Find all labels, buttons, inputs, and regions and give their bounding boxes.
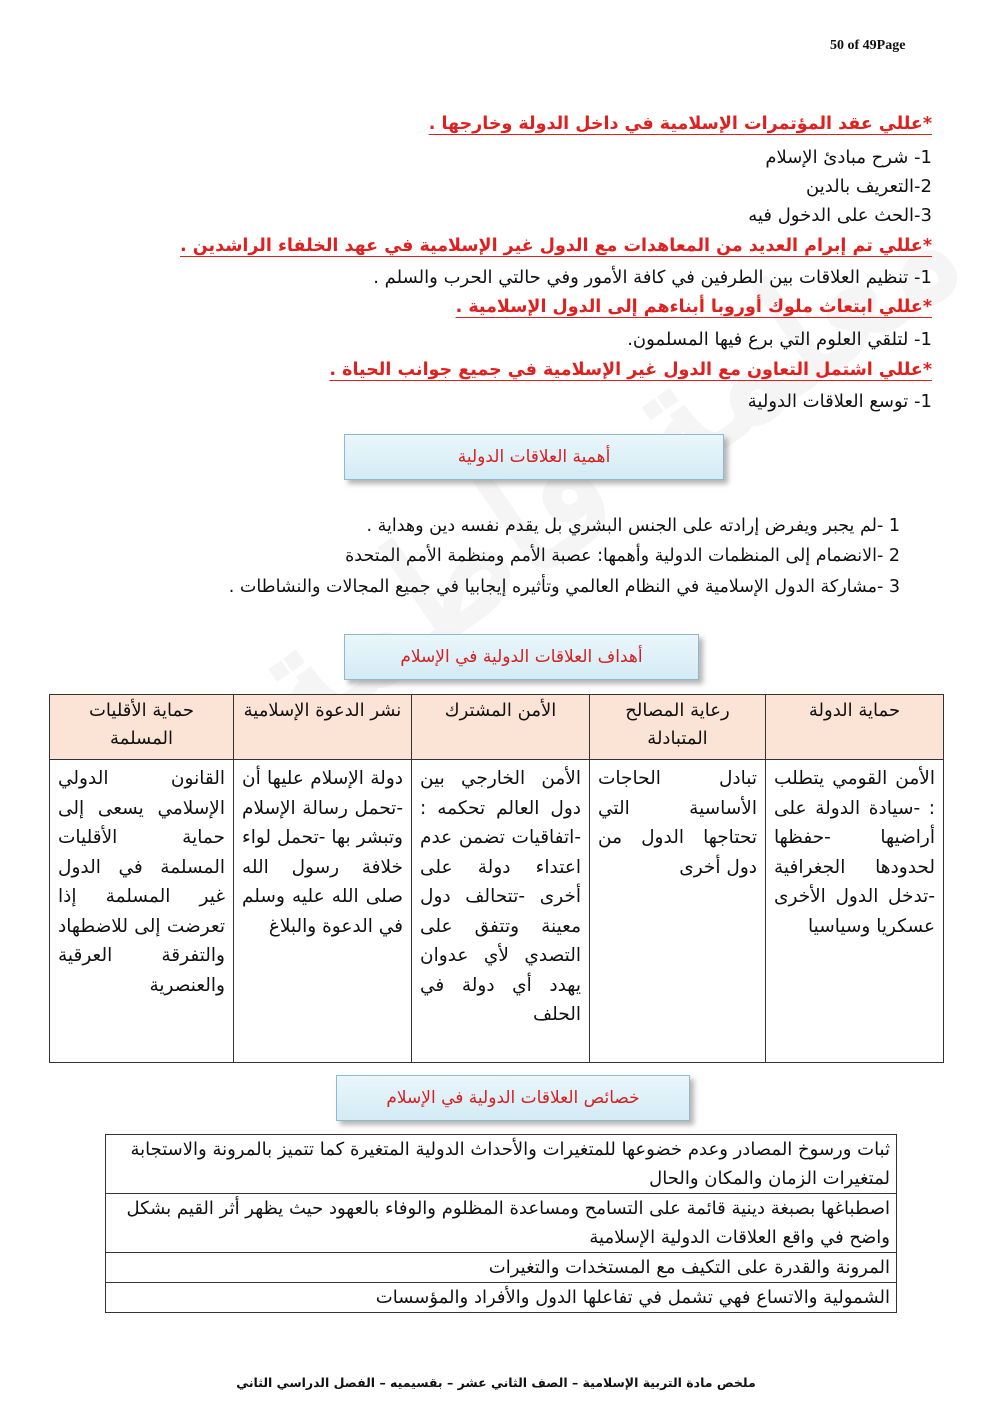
features-table [105, 1134, 897, 1313]
importance-item-1: 1 -لم يجبر ويفرض إرادته على الجنس البشري بل يقدم نفسه دين وهداية . [366, 516, 900, 536]
goals-header-cell: نشر الدعوة الإسلامية [234, 695, 412, 760]
importance-title: أهمية العلاقات الدولية [457, 447, 611, 467]
features-cell: ثبات ورسوخ المصادر وعدم خضوعها للمتغيرات والأحداث الدولية المتغيرة كما تتميز بالمرونة والاستجابة لمتغيرات الزمان والمكان والحال [106, 1135, 897, 1194]
goals-header-row [50, 695, 944, 760]
goals-body-row [50, 760, 944, 1063]
goals-table [49, 694, 944, 1063]
features-cell: المرونة والقدرة على التكيف مع المستخدات والتغيرات [106, 1253, 897, 1283]
features-row [106, 1194, 897, 1253]
reason-question-2: *عللي تم إبرام العديد من المعاهدات مع الدول غير الإسلامية في عهد الخلفاء الراشدين . [180, 236, 932, 256]
reason-question-1: *عللي عقد المؤتمرات الإسلامية في داخل الدولة وخارجها . [428, 114, 932, 134]
reason-answer-2-1: 1- تنظيم العلاقات بين الطرفين في كافة الأمور وفي حالتي الحرب والسلم . [373, 267, 932, 288]
goals-header-cell: حماية الأقليات المسلمة [50, 695, 234, 760]
features-row [106, 1135, 897, 1194]
importance-item-3: 3 -مشاركة الدول الإسلامية في النظام العالمي وتأثيره إيجابيا في جميع المجالات والنشاطات . [228, 577, 900, 597]
page-footer: ملخص مادة التربية الإسلامية – الصف الثاني عشر – بقسيميه – الفصل الدراسي الثاني [236, 1375, 756, 1390]
goals-title: أهداف العلاقات الدولية في الإسلام [400, 647, 643, 667]
features-title: خصائص العلاقات الدولية في الإسلام [386, 1088, 640, 1108]
reason-question-3: *عللي ابتعاث ملوك أوروبا أبناءهم إلى الدول الإسلامية . [455, 297, 932, 317]
goals-body-cell: دولة الإسلام عليها أن -تحمل رسالة الإسلام وتبشر بها -تحمل لواء خلافة رسول الله صلى الله عليه وسلم في الدعوة والبلاغ [234, 760, 412, 1063]
features-cell: اصطباغها بصبغة دينية قائمة على التسامح ومساعدة المظلوم والوفاء بالعهود حيث يظهر أثر القيم بشكل واضح في واقع العلاقات الدولية الإسلامية [106, 1194, 897, 1253]
reason-answer-1-3: 3-الحث على الدخول فيه [748, 205, 932, 226]
goals-body-cell: الأمن الخارجي بين دول العالم تحكمه : -اتفاقيات تضمن عدم اعتداء دولة على أخرى -تتحالف دول معينة وتتفق على التصدي لأي عدوان يهدد أي دولة في الحلف [412, 760, 590, 1063]
features-row [106, 1283, 897, 1313]
reason-answer-4-1: 1- توسع العلاقات الدولية [747, 391, 932, 412]
importance-title-box [344, 434, 724, 480]
features-cell: الشمولية والاتساع فهي تشمل في تفاعلها الدول والأفراد والمؤسسات [106, 1283, 897, 1313]
page-number: 50 of 49Page [830, 38, 906, 53]
reason-answer-1-1: 1- شرح مبادئ الإسلام [765, 147, 932, 168]
goals-body-cell: الأمن القومي يتطلب : -سيادة الدولة على أراضيها -حفظها لحدودها الجغرافية -تدخل الدول الأخرى عسكريا وسياسيا [766, 760, 944, 1063]
goals-body-cell: القانون الدولي الإسلامي يسعى إلى حماية الأقليات المسلمة في الدول غير المسلمة إذا تعرضت إلى للاضطهاد والتفرقة العرقية والعنصرية [50, 760, 234, 1063]
importance-item-2: 2 -الانضمام إلى المنظمات الدولية وأهمها: عصبة الأمم ومنظمة الأمم المتحدة [345, 546, 900, 566]
reason-answer-1-2: 2-التعريف بالدين [806, 176, 932, 197]
features-row [106, 1253, 897, 1283]
goals-header-cell: الأمن المشترك [412, 695, 590, 760]
reason-question-4: *عللي اشتمل التعاون مع الدول غير الإسلامية في جميع جوانب الحياة . [329, 360, 932, 380]
goals-header-cell: رعاية المصالح المتبادلة [590, 695, 766, 760]
goals-header-cell: حماية الدولة [766, 695, 944, 760]
reason-answer-3-1: 1- لتلقي العلوم التي برع فيها المسلمون. [627, 329, 932, 350]
goals-title-box [344, 634, 699, 680]
goals-body-cell: تبادل الحاجات الأساسية التي تحتاجها الدول من دول أخرى [590, 760, 766, 1063]
features-title-box [336, 1075, 690, 1121]
